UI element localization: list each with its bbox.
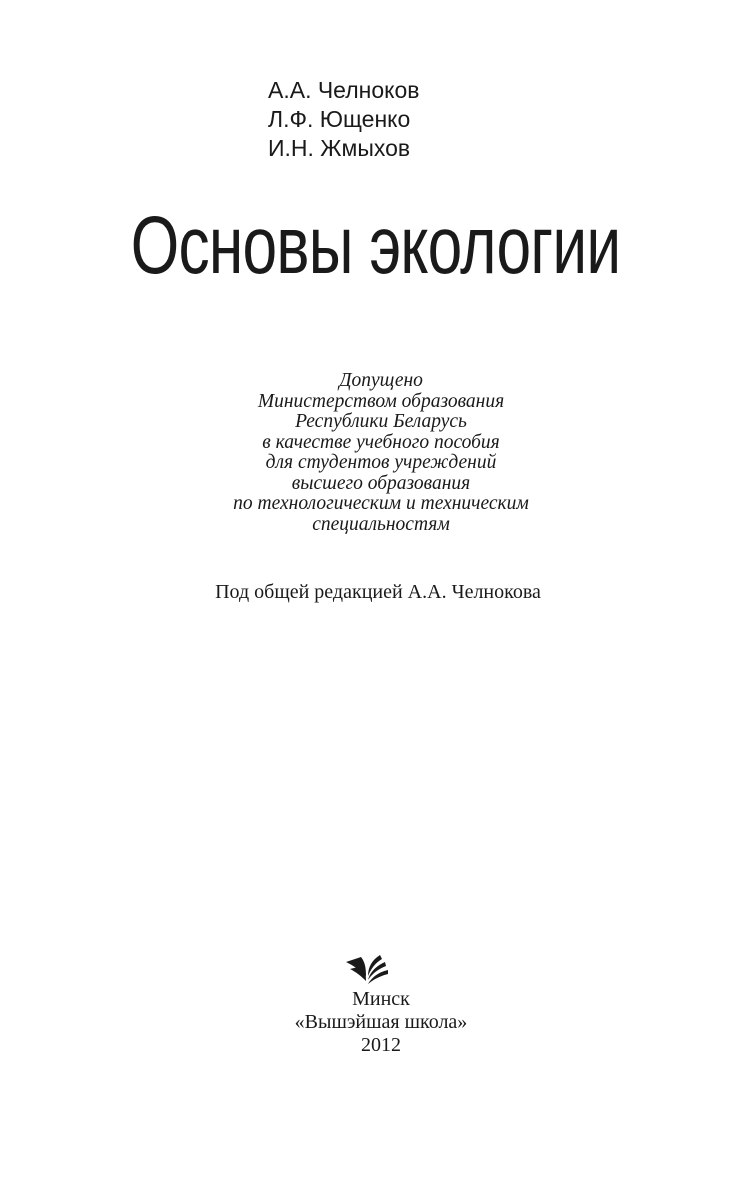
approval-line: Допущено <box>339 370 423 391</box>
publisher-book-logo-icon <box>345 954 389 986</box>
imprint-city: Минск <box>352 988 410 1010</box>
approval-line: высшего образования <box>291 472 471 494</box>
author-name: Л.Ф. Ющенко <box>268 106 411 132</box>
author-name: И.Н. Жмыхов <box>268 135 411 161</box>
approval-line: специальностям <box>312 513 450 535</box>
authors-block <box>268 76 419 163</box>
book-title: Основы экологии <box>130 200 621 291</box>
approval-statement <box>0 371 756 535</box>
imprint-year: 2012 <box>361 1034 401 1056</box>
approval-line: Республики Беларусь <box>295 411 467 432</box>
approval-line: в качестве учебного пособия <box>262 431 500 453</box>
approval-line: Министерством образования <box>257 390 505 412</box>
approval-line: для студентов учреждений <box>265 452 497 473</box>
author-name: А.А. Челноков <box>268 77 420 103</box>
editor-note: Под общей редакцией А.А. Челнокова <box>215 581 541 603</box>
imprint-publisher: «Вышэйшая школа» <box>294 1011 468 1033</box>
imprint-block <box>0 988 756 1057</box>
approval-line: по технологическим и техническим <box>233 493 529 514</box>
